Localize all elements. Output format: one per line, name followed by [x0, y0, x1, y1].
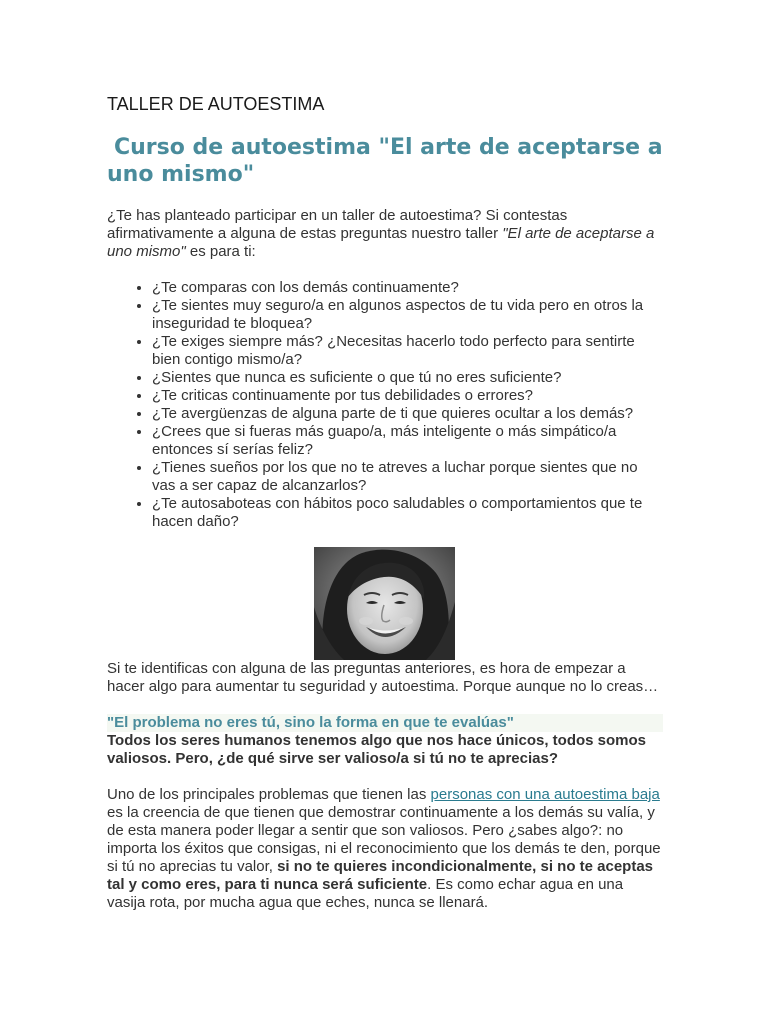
bold-paragraph: Todos los seres humanos tenemos algo que nos hace únicos, todos somos valiosos. Pero, ¿de qué sirve ser valioso/a si tú no te aprecias?: [107, 732, 646, 767]
intro-italic-title: "El arte de aceptarse a uno mismo": [107, 225, 655, 260]
questions-list: [107, 279, 663, 531]
final-text-end: . Es como echar agua en una vasija rota, por mucha agua que eches, nunca se llenará.: [107, 876, 624, 911]
course-title: [107, 134, 663, 188]
final-bold-text: si no te quieres incondicionalmente, si no te aceptas tal y como eres, para ti nunca será suficiente: [107, 858, 654, 893]
final-text-start: Uno de los principales problemas que tienen las: [107, 786, 431, 803]
list-item: • ¿Crees que si fueras más guapo/a, más inteligente o más simpático/a entonces sí serías feliz?: [152, 423, 663, 459]
intro-paragraph: [107, 207, 663, 261]
list-item: • ¿Te criticas continuamente por tus debilidades o errores?: [152, 387, 663, 405]
intro-text-end: es para ti:: [185, 243, 256, 260]
final-paragraph: [107, 786, 663, 912]
list-item: • ¿Te avergüenzas de alguna parte de ti que quieres ocultar a los demás?: [152, 405, 663, 423]
smiling-woman-photo: [314, 547, 455, 660]
list-item: • ¿Sientes que nunca es suficiente o que tú no eres suficiente?: [152, 369, 663, 387]
page-title: TALLER DE AUTOESTIMA: [107, 94, 325, 114]
list-item: • ¿Te sientes muy seguro/a en algunos aspectos de tu vida pero en otros la inseguridad te bloquea?: [152, 297, 663, 333]
course-title-text: Curso de autoestima "El arte de aceptarse a uno mismo": [107, 135, 663, 187]
quote-heading: "El problema no eres tú, sino la forma en que te evalúas": [107, 714, 663, 732]
final-text-middle: es la creencia de que tienen que demostrar continuamente a los demás su valía, y de esta manera poder llegar a sentir que son valiosos. Pero ¿sabes algo?: no importa los éxitos que consigas, ni el reconocimiento que los demás te den, porque si tú no aprecias tu valor,: [107, 804, 661, 875]
list-item: • ¿Te comparas con los demás continuamente?: [152, 279, 663, 297]
intro-text-start: ¿Te has planteado participar en un taller de autoestima? Si contestas afirmativamente a alguna de estas preguntas nuestro taller: [107, 207, 568, 242]
list-item: • ¿Te exiges siempre más? ¿Necesitas hacerlo todo perfecto para sentirte bien contigo mismo/a?: [152, 333, 663, 369]
document-page: [107, 92, 663, 912]
after-photo-paragraph: Si te identificas con alguna de las preguntas anteriores, es hora de empezar a hacer algo para aumentar tu seguridad y autoestima. Porque aunque no lo creas…: [107, 660, 659, 695]
list-item: • ¿Tienes sueños por los que no te atreves a luchar porque sientes que no vas a ser capaz de alcanzarlos?: [152, 459, 663, 495]
list-item: • ¿Te autosaboteas con hábitos poco saludables o comportamientos que te hacen daño?: [152, 495, 663, 531]
low-self-esteem-link[interactable]: personas con una autoestima baja: [430, 786, 660, 803]
